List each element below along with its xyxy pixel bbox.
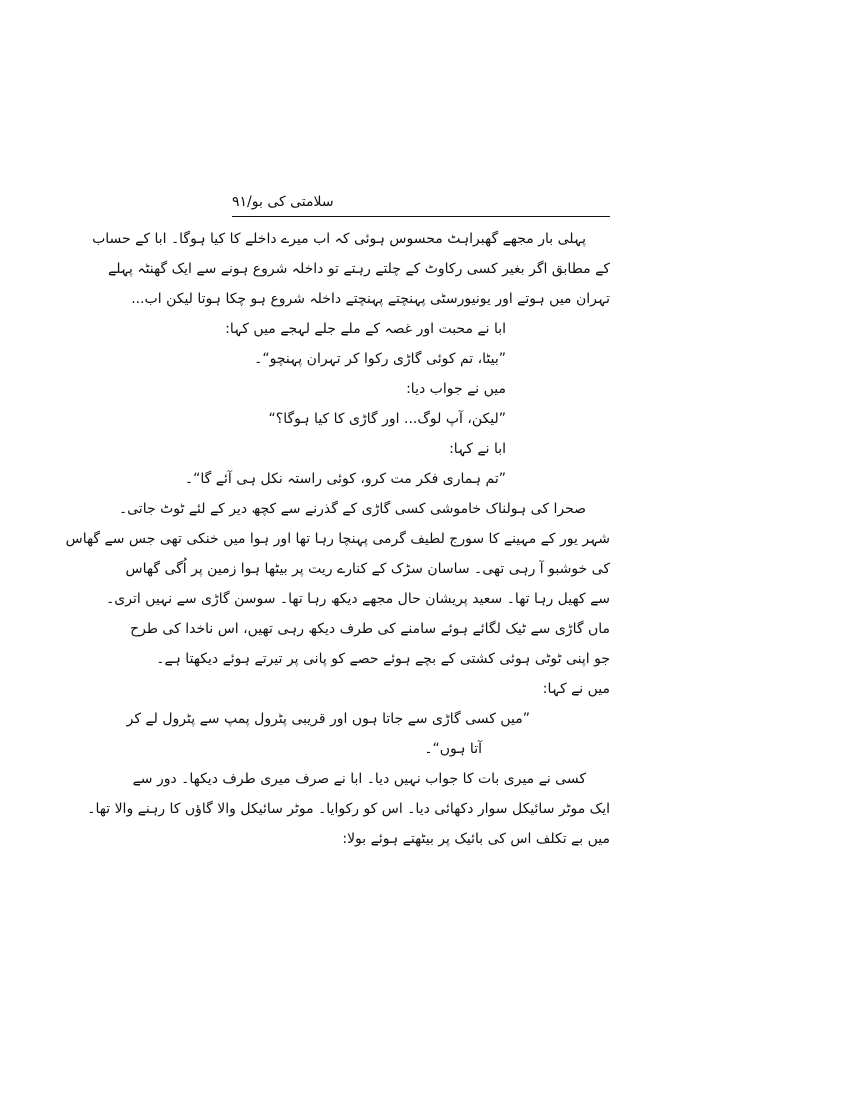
text-line: ابا نے محبت اور غصہ کے ملے جلے لہجے میں کہا: — [225, 321, 506, 337]
text-line: آتا ہوں“۔ — [424, 741, 482, 757]
text-line: پہلی بار مجھے گھبراہٹ محسوس ہوئی کہ اب میرے داخلے کا کیا ہوگا۔ ابا کے حساب — [92, 231, 586, 247]
text-line: میں نے کہا: — [542, 681, 610, 697]
text-line: ”تم ہماری فکر مت کرو، کوئی راستہ نکل ہی آئے گا“۔ — [184, 471, 506, 487]
text-line: سے کھیل رہا تھا۔ سعید پریشان حال مجھے دیکھ رہا تھا۔ سوسن گاڑی سے نہیں اتری۔ — [106, 591, 610, 607]
text-line: ایک موٹر سائیکل سوار دکھائی دیا۔ اس کو رکوایا۔ موٹر سائیکل والا گاؤں کا رہنے والا تھا۔ — [87, 801, 610, 817]
text-line: ماں گاڑی سے ٹیک لگائے ہوئے سامنے کی طرف دیکھ رہی تھیں، اس ناخدا کی طرح — [130, 621, 610, 637]
text-line: میں بے تکلف اس کی بائیک پر بیٹھتے ہوئے بولا: — [342, 831, 610, 847]
text-line: تہران میں ہوتے اور یونیورسٹی پہنچتے پہنچتے داخلہ شروع ہو چکا ہوتا لیکن اب... — [131, 291, 610, 307]
body-text — [65, 224, 610, 854]
text-line: میں نے جواب دیا: — [406, 381, 506, 397]
text-line: جو اپنی ٹوٹی ہوئی کشتی کے بچے ہوئے حصے کو پانی پر تیرتے ہوئے دیکھتا ہے۔ — [156, 651, 610, 667]
page-header — [232, 190, 610, 216]
header-divider — [232, 216, 610, 217]
text-line: کے مطابق اگر بغیر کسی رکاوٹ کے چلتے رہتے تو داخلہ شروع ہونے سے ایک گھنٹہ پہلے — [107, 261, 610, 277]
running-title: سلامتی کی بو/۹۱ — [232, 194, 334, 210]
text-line: کسی نے میری بات کا جواب نہیں دیا۔ ابا نے صرف میری طرف دیکھا۔ دور سے — [132, 771, 586, 787]
text-line: صحرا کی ہولناک خاموشی کسی گاڑی کے گذرنے سے کچھ دیر کے لئے ٹوٹ جاتی۔ — [118, 501, 586, 517]
text-line: ”لیکن، آپ لوگ... اور گاڑی کا کیا ہوگا؟“ — [268, 411, 506, 427]
text-line: کی خوشبو آ رہی تھی۔ ساسان سڑک کے کنارے ریت پر بیٹھا ہوا زمین پر اُگی گھاس — [125, 561, 610, 577]
text-line: ”بیٹا، تم کوئی گاڑی رکوا کر تہران پہنچو“۔ — [254, 351, 506, 367]
text-line: ”میں کسی گاڑی سے جاتا ہوں اور قریبی پٹرول پمپ سے پٹرول لے کر — [126, 711, 530, 727]
text-line: ابا نے کہا: — [449, 441, 506, 457]
text-line: شہر یور کے مہینے کا سورج لطیف گرمی پہنچا رہا تھا اور ہوا میں خنکی تھی جس سے گھاس — [65, 531, 610, 547]
